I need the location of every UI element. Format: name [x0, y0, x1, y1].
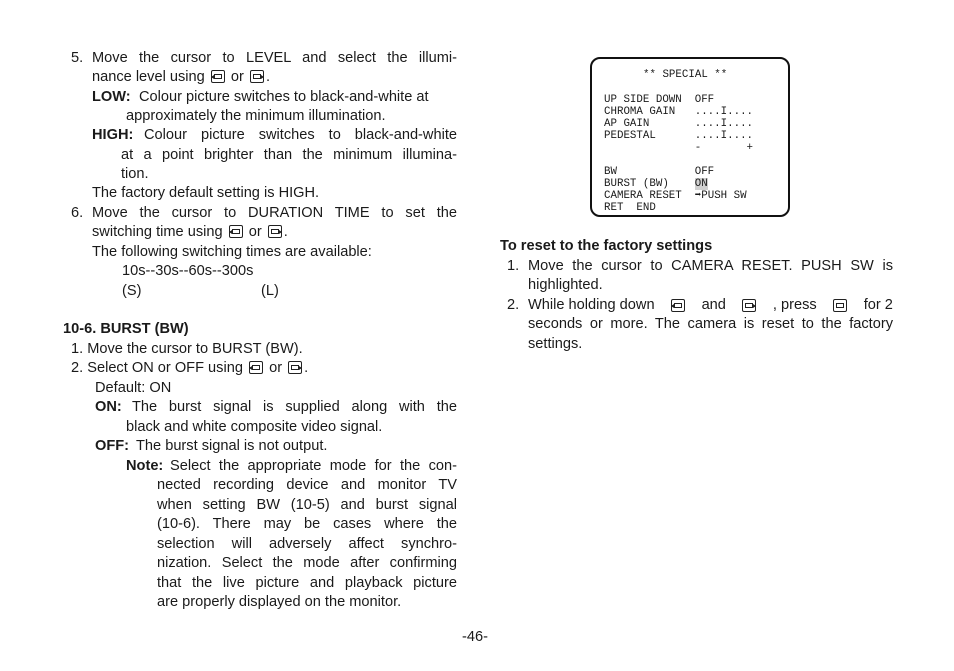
- set-button-icon: [833, 299, 847, 312]
- high-line-1: Colour picture switches to black-and-white: [144, 127, 457, 143]
- burst-step-1: 1. Move the cursor to BURST (BW).: [71, 341, 303, 357]
- menu-row-burst: BURST (BW) ON: [604, 178, 708, 190]
- left-button-icon: [671, 299, 685, 312]
- menu-row-chroma-gain: CHROMA GAIN ....I....: [604, 106, 754, 118]
- right-button-icon: [250, 70, 264, 83]
- cursor-arrow-icon: ➡: [694, 190, 702, 202]
- left-button-icon: [211, 70, 225, 83]
- off-label: OFF:: [95, 438, 130, 454]
- switching-times: 10s--30s--60s--300s: [122, 263, 254, 279]
- menu-row-scale: - +: [604, 142, 754, 154]
- menu-row-ap-gain: AP GAIN ....I....: [604, 118, 754, 130]
- special-menu-screen: [590, 57, 790, 217]
- note-line-8: are properly displayed on the monitor.: [157, 594, 402, 610]
- right-button-icon: [742, 299, 756, 312]
- reset-step-2-line-1: While holding down and , press for 2: [528, 297, 893, 313]
- step-5-line-1: Move the cursor to LEVEL and select the illumi-: [92, 50, 457, 66]
- menu-row-bw: BW OFF: [604, 166, 715, 178]
- burst-step-2: 2. Select ON or OFF using or .: [71, 360, 309, 376]
- reset-step-2-line-2: seconds or more. The camera is reset to the factory: [528, 316, 893, 332]
- note-line-7: that the live picture and playback picture: [157, 575, 457, 591]
- note-line-5: selection will adversely affect synchro-: [157, 536, 457, 552]
- left-button-icon: [229, 225, 243, 238]
- right-button-icon: [288, 361, 302, 374]
- note-line-2: nected recording device and monitor TV: [157, 477, 457, 493]
- right-button-icon: [268, 225, 282, 238]
- reset-step-2-number: 2.: [507, 297, 520, 313]
- menu-row-camera-reset: CAMERA RESET ➡PUSH SW: [604, 190, 747, 202]
- reset-step-1-number: 1.: [507, 258, 520, 274]
- reset-step-1-line-2: highlighted.: [528, 277, 603, 293]
- off-line-1: The burst signal is not output.: [136, 438, 328, 454]
- page-number: -46-: [462, 629, 488, 645]
- step-6-line-3: The following switching times are available:: [92, 244, 372, 260]
- note-line-6: nization. Select the mode after confirming: [157, 555, 457, 571]
- note-label: Note:: [126, 458, 164, 474]
- menu-row-ret-end: RET END: [604, 202, 656, 214]
- high-label: HIGH:: [92, 127, 134, 143]
- note-line-4: (10-6). There may be cases where the: [157, 516, 457, 532]
- left-button-icon: [249, 361, 263, 374]
- screen-title: ** SPECIAL **: [643, 69, 728, 81]
- on-line-2: black and white composite video signal.: [126, 419, 383, 435]
- note-line-3: when setting BW (10-5) and burst signal: [157, 497, 457, 513]
- low-label: LOW:: [92, 89, 131, 105]
- step-6-number: 6.: [71, 205, 84, 221]
- step-5-number: 5.: [71, 50, 84, 66]
- menu-row-up-side-down: UP SIDE DOWN OFF: [604, 94, 715, 106]
- reset-step-1-line-1: Move the cursor to CAMERA RESET. PUSH SW is: [528, 258, 893, 274]
- step-6-line-2: switching time using or .: [92, 224, 288, 240]
- high-line-2: at a point brighter than the minimum illumina-: [121, 147, 457, 163]
- burst-on-highlight: ON: [694, 178, 708, 190]
- note-line-1: Select the appropriate mode for the con-: [170, 458, 457, 474]
- times-long-label: (L): [261, 283, 279, 299]
- reset-heading: To reset to the factory settings: [500, 238, 713, 254]
- factory-default-high: The factory default setting is HIGH.: [92, 185, 320, 201]
- low-line-2: approximately the minimum illumination.: [126, 108, 386, 124]
- step-6-line-1: Move the cursor to DURATION TIME to set the: [92, 205, 457, 221]
- low-line-1: Colour picture switches to black-and-white at: [139, 89, 429, 105]
- on-line-1: The burst signal is supplied along with the: [132, 399, 457, 415]
- on-label: ON:: [95, 399, 122, 415]
- menu-row-pedestal: PEDESTAL ....I....: [604, 130, 754, 142]
- high-line-3: tion.: [121, 166, 149, 182]
- times-short-label: (S): [122, 283, 142, 299]
- default-on: Default: ON: [95, 380, 172, 396]
- reset-step-2-line-3: settings.: [528, 336, 583, 352]
- burst-heading: 10-6. BURST (BW): [63, 321, 189, 337]
- step-5-line-2: nance level using or .: [92, 69, 271, 85]
